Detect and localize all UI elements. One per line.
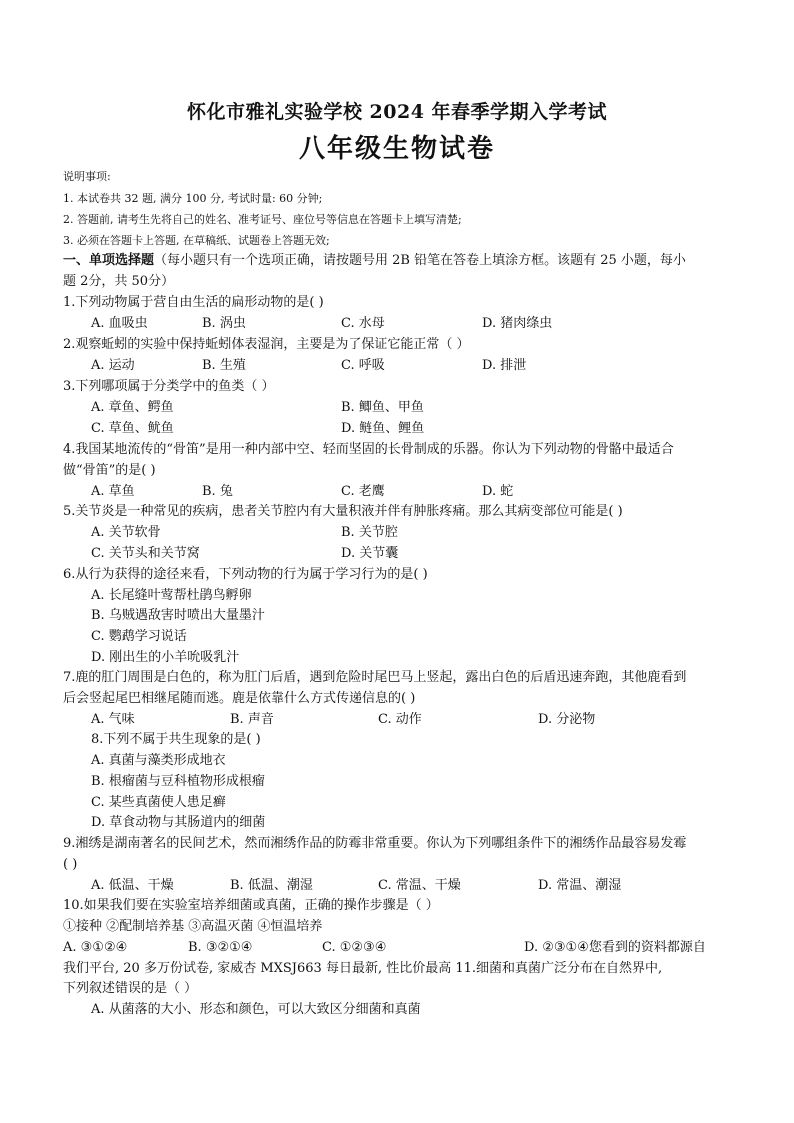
option-d: D. 分泌物	[538, 712, 596, 727]
option-d: D. 刚出生的小羊吮吸乳汁	[91, 650, 240, 665]
option-a: A. 长尾缝叶莺帮杜鹃鸟孵卵	[91, 588, 252, 603]
instruction-item: 1. 本试卷共 32 题, 满分 100 分, 考试时量: 60 分钟;	[63, 192, 323, 205]
question-stem: 3.下列哪项属于分类学中的鱼类（ ）	[63, 379, 275, 394]
option-b: B. 生殖	[202, 358, 246, 373]
option-a: A. 从菌落的大小、形态和颜色，可以大致区分细菌和真菌	[91, 1002, 421, 1017]
option-d: D. ②③①④您看到的资料都源自	[524, 940, 706, 955]
option-a: A. 关节软骨	[91, 525, 161, 540]
question-stem: 2.观察蚯蚓的实验中保持蚯蚓体表湿润，主要是为了保证它能正常（ ）	[63, 337, 470, 352]
option-c: C. 动作	[378, 712, 422, 727]
option-a: A. 运动	[91, 358, 135, 373]
option-d: D. 排泄	[482, 358, 527, 373]
option-c: C. 某些真菌使人患足癣	[91, 795, 226, 810]
question-steps: ①接种 ②配制培养基 ③高温灭菌 ④恒温培养	[63, 919, 323, 934]
question-stem: 我们平台, 20 多万份试卷, 家威杏 MXSJ663 每日最新, 性比价最高 11.细菌和真菌广泛分布在自然界中,	[63, 961, 663, 976]
option-d: D. 猪肉绦虫	[482, 316, 553, 331]
exam-subtitle: 八年级生物试卷	[298, 134, 495, 164]
question-stem: 6.从行为获得的途径来看，下列动物的行为属于学习行为的是( )	[63, 567, 428, 582]
option-c: C. 呼吸	[341, 358, 385, 373]
option-b: B. ③②①④	[188, 940, 253, 955]
option-b: B. 根瘤菌与豆科植物形成根瘤	[91, 774, 265, 789]
instruction-item: 2. 答题前, 请考生先将自己的姓名、准考证号、座位号等信息在答题卡上填写清楚;	[63, 213, 462, 226]
section-description: （每小题只有一个选项正确，请按题号用 2B 铅笔在答卷上填涂方框。该题有 25 小题，每小	[154, 253, 686, 268]
option-d: D. 草食动物与其肠道内的细菌	[91, 815, 266, 830]
option-b: B. 声音	[230, 712, 274, 727]
option-b: B. 兔	[202, 484, 233, 499]
option-c: C. 水母	[341, 316, 385, 331]
option-c: C. 草鱼、鱿鱼	[91, 421, 174, 436]
question-stem: 9.湘绣是湖南著名的民间艺术，然而湘绣作品的防霉非常重要。你认为下列哪组条件下的湘绣作品最容易发霉	[63, 836, 687, 851]
option-a: A. 气味	[91, 712, 135, 727]
option-d: D. 关节囊	[341, 546, 399, 561]
option-c: C. 关节头和关节窝	[91, 546, 200, 561]
option-b: B. 低温、潮湿	[230, 878, 313, 893]
option-d: D. 鲢鱼、鲤鱼	[341, 421, 425, 436]
option-b: B. 乌贼遇敌害时喷出大量墨汁	[91, 608, 265, 623]
option-b: B. 鲫鱼、甲鱼	[341, 400, 424, 415]
question-stem-cont: 下列叙述错误的是（ ）	[63, 981, 198, 996]
option-c: C. 老鹰	[341, 484, 385, 499]
question-stem: 8.下列不属于共生现象的是( )	[91, 732, 261, 747]
option-c: C. 常温、干燥	[378, 878, 461, 893]
option-d: D. 蛇	[482, 484, 514, 499]
option-a: A. 草鱼	[91, 484, 135, 499]
section-header	[63, 251, 686, 271]
question-stem: 1.下列动物属于营自由生活的扁形动物的是( )	[63, 295, 324, 310]
question-stem: 7.鹿的肛门周围是白色的，称为肛门后盾，遇到危险时尾巴马上竖起，露出白色的后盾迅速奔跑，其他鹿看到	[63, 670, 687, 685]
option-a: A. ③①②④	[63, 940, 128, 955]
instruction-item: 3. 必须在答题卡上答题, 在草稿纸、试题卷上答题无效;	[63, 234, 330, 247]
option-a: A. 低温、干燥	[91, 878, 174, 893]
option-d: D. 常温、潮湿	[538, 878, 622, 893]
section-description-cont: 题 2分，共 50分）	[63, 274, 175, 289]
question-stem: 4.我国某地流传的“骨笛”是用一种内部中空、轻而坚固的长骨制成的乐器。你认为下列动物的骨骼中最适合	[63, 442, 674, 457]
question-stem-cont: ( )	[63, 857, 78, 872]
option-c: C. ①②③④	[322, 940, 387, 955]
option-a: A. 血吸虫	[91, 316, 148, 331]
option-c: C. 鹦鹉学习说话	[91, 629, 187, 644]
section-title: 一、单项选择题	[63, 253, 155, 268]
option-b: B. 关节腔	[341, 525, 398, 540]
question-stem: 10.如果我们要在实验室培养细菌或真菌，正确的操作步骤是（ ）	[63, 898, 439, 913]
question-stem-cont: 后会竖起尾巴相继尾随而逃。鹿是依靠什么方式传递信息的( )	[63, 691, 416, 706]
instructions-heading: 说明事项:	[63, 170, 111, 183]
option-a: A. 真菌与藻类形成地衣	[91, 753, 226, 768]
option-b: B. 涡虫	[202, 316, 246, 331]
option-a: A. 章鱼、鳄鱼	[91, 400, 174, 415]
exam-title: 怀化市雅礼实验学校 2024 年春季学期入学考试	[186, 101, 608, 123]
question-stem: 5.关节炎是一种常见的疾病，患者关节腔内有大量积液并伴有肿胀疼痛。那么其病变部位可能是( )	[63, 504, 623, 519]
question-stem-cont: 做“骨笛”的是( )	[63, 463, 156, 478]
